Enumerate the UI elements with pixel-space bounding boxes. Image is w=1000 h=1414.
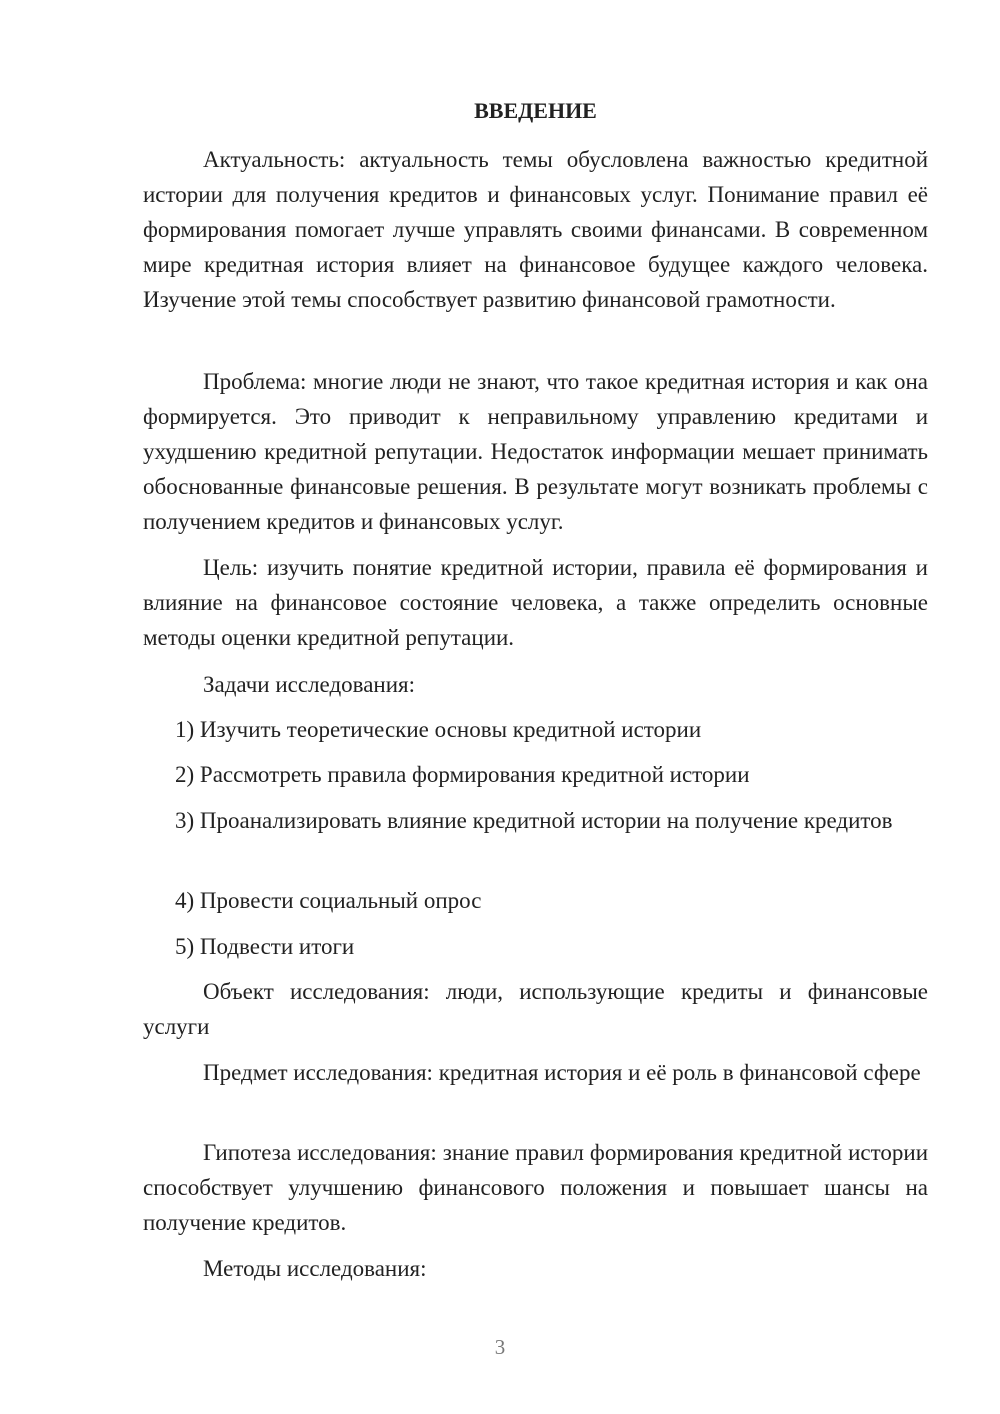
page-number: 3	[494, 1335, 506, 1359]
list-item-task-4: 4) Провести социальный опрос	[175, 888, 482, 913]
methods-heading: Методы исследования:	[203, 1256, 427, 1281]
list-item-task-3: 3) Проанализировать влияние кредитной истории на получение кредитов	[175, 808, 893, 833]
tasks-heading: Задачи исследования:	[203, 672, 416, 697]
paragraph-problem: Проблема: многие люди не знают, что такое кредитная история и как она формируется. Это приводит к неправильному управлению кредитами и ухудшению кредитной репутации. Недостаток информации мешает принимать обоснованные финансовые решения. В результате могут возникать проблемы с получением кредитов и финансовых услуг.	[143, 369, 928, 534]
page-title: ВВЕДЕНИЕ	[474, 98, 597, 123]
paragraph-goal: Цель: изучить понятие кредитной истории, правила её формирования и влияние на финансовое состояние человека, а также определить основные методы оценки кредитной репутации.	[143, 555, 928, 650]
paragraph-subject: Предмет исследования: кредитная история и её роль в финансовой сфере	[203, 1060, 921, 1085]
list-item-task-5: 5) Подвести итоги	[175, 934, 355, 959]
paragraph-object: Объект исследования: люди, использующие кредиты и финансовые услуги	[143, 979, 928, 1039]
paragraph-hypothesis: Гипотеза исследования: знание правил формирования кредитной истории способствует улучшению финансового положения и повышает шансы на получение кредитов.	[143, 1140, 928, 1235]
list-item-task-2: 2) Рассмотреть правила формирования кредитной истории	[175, 762, 750, 787]
paragraph-relevance: Актуальность: актуальность темы обусловлена важностью кредитной истории для получения кредитов и финансовых услуг. Понимание правил её формирования помогает лучше управлять своими финансами. В современном мире кредитная история влияет на финансовое будущее каждого человека. Изучение этой темы способствует развитию финансовой грамотности.	[143, 147, 928, 312]
list-item-task-1: 1) Изучить теоретические основы кредитной истории	[175, 717, 702, 742]
